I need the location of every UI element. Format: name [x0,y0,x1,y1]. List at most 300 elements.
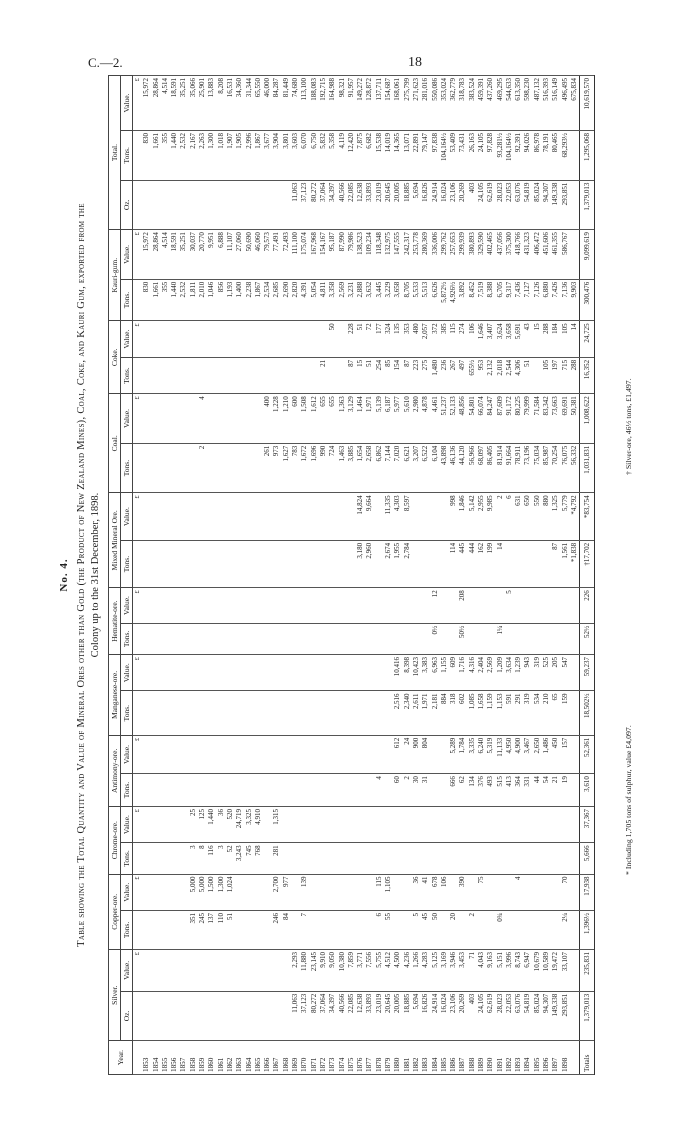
table-cell [198,950,207,992]
table-cell [375,588,384,623]
totals-row [580,76,595,1075]
table-cell [272,991,281,1041]
table-cell [189,774,198,807]
table-cell: 3,129 [347,394,356,444]
table-cell [282,735,291,773]
table-cell: 3,243 [235,843,244,874]
table-cell [217,623,226,654]
unit-cell [133,540,143,587]
table-cell [272,540,281,587]
table-cell: 2,534 [263,279,272,321]
table-row [403,76,412,1075]
year-cell: 1879 [384,1041,393,1075]
table-cell: 18,591 [170,76,179,131]
exports-table [108,75,595,1075]
table-cell: 134 [468,774,477,807]
column-subhead-10: Tons. [121,623,133,654]
table-cell: 154,167 [319,230,328,280]
table-cell [310,806,319,842]
table-cell: 79,986 [347,230,356,280]
table-cell [142,540,151,587]
table-cell: 94,307 [542,991,551,1041]
totals-cell: *83,754 [580,493,595,540]
table-cell [319,735,328,773]
table-cell: 1,486 [542,735,551,773]
table-cell: 1,654 [356,443,365,493]
table-cell: 5,533 [412,279,421,321]
table-cell [272,735,281,773]
table-cell [300,588,309,623]
column-group-3: Chrome-ore. [109,806,121,874]
table-cell: 1,480 [431,357,440,393]
table-cell: 27,060 [235,230,244,280]
footnote-silver-ore: † Silver-ore, 46½ tons, £1,497. [624,378,633,475]
table-cell: 246 [272,910,281,949]
table-row [235,76,244,1075]
table-cell [514,588,523,623]
table-cell: 3,624 [496,321,505,357]
table-cell: 37,123 [300,180,309,230]
rotated-table-page [58,75,648,1075]
table-cell: 2 [496,493,505,540]
table-cell: 493 [486,774,495,807]
table-cell: 15 [356,357,365,393]
table-cell: 2,611 [412,691,421,735]
column-subhead-14: Tons. [121,443,133,493]
table-cell [319,540,328,587]
table-row [440,76,449,1075]
table-cell: 11,063 [291,180,300,230]
table-cell: 6,070 [300,131,309,181]
table-cell [254,493,263,540]
unit-cell [133,843,143,874]
table-cell [161,843,170,874]
table-cell [375,843,384,874]
table-cell [412,806,421,842]
table-cell [161,774,170,807]
table-cell [347,910,356,949]
table-cell: 830 [142,279,151,321]
table-row [207,76,216,1075]
unit-cell: £ [133,655,143,691]
table-cell: 12 [431,588,440,623]
year-cell: 1889 [477,1041,486,1075]
table-cell: 2,690 [282,279,291,321]
table-cell [403,806,412,842]
table-cell: 480 [412,321,421,357]
table-cell [514,910,523,949]
table-cell [542,910,551,949]
table-cell: 20,005 [393,991,402,1041]
table-cell [328,874,337,910]
table-cell [217,991,226,1041]
page-number: 18 [408,55,422,70]
year-cell: 1897 [551,1041,560,1075]
unit-cell: £ [133,493,143,540]
year-cell: 1893 [514,1041,523,1075]
table-cell [347,588,356,623]
column-subhead-20: Oz. [121,180,133,230]
table-cell: 351 [189,910,198,949]
table-cell: 261 [263,443,272,493]
table-cell: 1,228 [272,394,281,444]
table-cell: 84,247 [486,394,495,444]
table-cell [310,540,319,587]
table-cell [272,655,281,691]
footnote-sulphur: * Including 1,705 tons of sulphur, value £4,097. [624,725,633,875]
table-cell: 23,145 [310,950,319,992]
table-cell: 3,658 [393,279,402,321]
table-cell: 364 [514,774,523,807]
table-cell: 6,750 [310,131,319,181]
table-cell: 147,555 [393,230,402,280]
table-cell: 783 [291,443,300,493]
table-cell: 3,325 [245,806,254,842]
table-cell: 2,960 [365,540,374,587]
table-cell [458,806,467,842]
table-cell: 1,159 [486,691,495,735]
table-cell [189,588,198,623]
table-cell [551,874,560,910]
table-cell: 71,584 [533,394,542,444]
table-cell [235,950,244,992]
table-cell [356,874,365,910]
column-subhead-22: Value. [121,76,133,131]
table-cell: 139 [300,874,309,910]
table-cell: 1,661 [152,279,161,321]
table-cell [523,588,532,623]
table-cell: 768 [254,843,263,874]
table-cell: 74,680 [291,76,300,131]
table-cell [310,774,319,807]
table-cell: 46,000 [263,76,272,131]
table-row [338,76,347,1075]
table-cell [254,394,263,444]
table-row [356,76,365,1075]
table-cell: 534 [533,691,542,735]
table-cell: 23,019 [375,180,384,230]
table-cell [496,843,505,874]
year-cell: 1878 [375,1041,384,1075]
table-cell: 3,358 [328,279,337,321]
table-cell: 35,251 [179,76,188,131]
column-subhead-0: Oz. [121,991,133,1041]
table-cell: 7 [300,910,309,949]
table-cell: 23,106 [449,180,458,230]
table-cell [384,843,393,874]
table-cell [356,910,365,949]
table-cell: 20,269 [458,180,467,230]
table-cell [170,443,179,493]
column-group-4: Antimony-ore. [109,735,121,806]
table-cell [235,623,244,654]
table-cell: 602 [458,691,467,735]
table-cell [226,991,235,1041]
table-cell [319,493,328,540]
table-cell [152,691,161,735]
table-cell [523,843,532,874]
table-cell: 4,461 [431,394,440,444]
table-cell: 79,999 [523,394,532,444]
table-cell [189,394,198,444]
table-cell: 197 [551,357,560,393]
table-cell [161,623,170,654]
table-cell: 2,996 [245,131,254,181]
table-cell: 4 [514,874,523,910]
table-cell [245,735,254,773]
table-cell: 65,550 [254,76,263,131]
table-cell: 520 [226,806,235,842]
table-cell [319,588,328,623]
table-cell [170,540,179,587]
table-cell: 413 [505,774,514,807]
table-cell [254,691,263,735]
table-cell [384,655,393,691]
table-cell [440,806,449,842]
table-cell: 168,061 [393,76,402,131]
table-cell [431,493,440,540]
table-cell: 2,238 [245,279,254,321]
table-cell [161,588,170,623]
table-cell: 631 [514,493,523,540]
table-cell: 162 [477,540,486,587]
table-cell [477,843,486,874]
table-cell: 80,272 [310,991,319,1041]
table-cell [365,806,374,842]
table-cell: 3,677 [263,131,272,181]
table-cell [310,493,319,540]
table-cell: 149,338 [551,180,560,230]
table-cell [347,623,356,654]
table-cell: 2,516 [393,691,402,735]
table-cell: 6,705 [496,279,505,321]
table-cell: 104,164½ [505,131,514,181]
table-cell: 18,885 [403,991,412,1041]
table-cell [179,806,188,842]
table-cell [245,874,254,910]
column-subhead-12: Tons. [121,540,133,587]
table-cell: 4,283 [421,950,430,992]
table-cell: 900 [412,735,421,773]
table-cell: 331 [523,774,532,807]
table-cell [384,691,393,735]
table-cell: 8,743 [514,950,523,992]
table-cell [207,691,216,735]
table-cell: 80,272 [310,180,319,230]
table-cell [421,806,430,842]
table-cell: 1,085 [468,691,477,735]
table-cell [486,806,495,842]
table-cell: 550 [533,493,542,540]
table-cell [523,623,532,654]
table-cell [291,691,300,735]
table-row [170,76,179,1075]
table-cell [170,806,179,842]
table-cell [170,910,179,949]
table-cell: 5,694 [412,180,421,230]
table-cell: 69,691 [561,394,570,444]
table-row [496,76,505,1075]
table-cell: 94,026 [523,131,532,181]
table-cell: 293,851 [561,180,570,230]
table-cell [207,443,216,493]
table-cell [189,357,198,393]
table-cell: 175,074 [300,230,309,280]
table-row [533,76,542,1075]
table-cell [235,180,244,230]
table-cell [570,910,580,949]
table-cell [347,843,356,874]
table-cell: 5,358 [328,131,337,181]
table-cell: 3,632 [365,279,374,321]
table-cell: 78,911 [514,443,523,493]
table-cell [347,874,356,910]
table-cell [263,655,272,691]
table-cell [152,950,161,992]
year-cell: 1862 [226,1041,235,1075]
table-cell [310,843,319,874]
table-cell: 3,904 [272,131,281,181]
table-cell: 461,355 [551,230,560,280]
table-cell: 30 [412,774,421,807]
table-cell: 16,024 [440,180,449,230]
table-cell: 9,317 [505,279,514,321]
table-cell: 15,538 [375,131,384,181]
table-cell [542,540,551,587]
year-cell: 1874 [338,1041,347,1075]
table-row [561,76,570,1075]
table-cell [189,540,198,587]
table-cell [254,357,263,393]
table-cell: 11,335 [384,493,393,540]
table-cell: 437,260 [486,76,495,131]
table-cell [421,588,430,623]
table-cell [431,540,440,587]
table-cell [152,655,161,691]
table-cell [152,321,161,357]
table-cell [486,623,495,654]
table-cell: 318 [449,691,458,735]
table-title-line-2: Colony up to the 31st December, 1898. [90,492,101,658]
table-cell [282,321,291,357]
totals-cell: 1,295,068 [580,131,595,181]
table-cell [207,357,216,393]
table-cell: 21 [551,774,560,807]
table-cell: 80,465 [551,131,560,181]
table-cell: 406,472 [533,230,542,280]
table-cell [468,588,477,623]
table-cell: 7,859 [347,950,356,992]
table-cell: 609 [449,655,458,691]
table-cell [496,806,505,842]
table-cell: 4,512 [384,950,393,992]
year-cell: 1885 [440,1041,449,1075]
table-cell: 1,955 [393,540,402,587]
table-cell [282,843,291,874]
table-cell: 3,180 [356,540,365,587]
table-cell: 7,127 [523,279,532,321]
table-cell [142,735,151,773]
table-cell: 4,811 [319,279,328,321]
table-cell [161,950,170,992]
table-cell [179,493,188,540]
table-cell: 1,440 [170,279,179,321]
table-cell: 6,626 [431,279,440,321]
table-cell: 6,522 [421,443,430,493]
table-cell: 385 [440,321,449,357]
table-row [328,76,337,1075]
table-cell: 299,939 [458,230,467,280]
table-cell [561,588,570,623]
table-cell [198,180,207,230]
table-cell: 8,452 [468,279,477,321]
table-cell: 45 [421,910,430,949]
table-cell [217,735,226,773]
table-cell: 6,963 [431,655,440,691]
table-cell [161,735,170,773]
table-cell: 598,230 [523,76,532,131]
table-cell: 1,846 [458,493,467,540]
table-cell [291,774,300,807]
table-cell: 516,149 [551,76,560,131]
table-cell: 666 [449,774,458,807]
totals-cell: 24,725 [580,321,595,357]
table-cell: 2,700 [272,874,281,910]
table-cell [403,874,412,910]
table-cell: 2,674 [384,540,393,587]
year-cell: 1856 [170,1041,179,1075]
table-cell [338,588,347,623]
table-cell: 62 [458,774,467,807]
table-cell [319,910,328,949]
table-cell [207,321,216,357]
unit-cell: £ [133,588,143,623]
table-cell: 804 [421,735,430,773]
table-cell [282,623,291,654]
table-cell: 12,638 [356,991,365,1041]
table-cell: 44,120 [458,443,467,493]
table-cell: 3,771 [356,950,365,992]
table-cell [235,540,244,587]
table-cell [245,991,254,1041]
table-cell: 135 [393,321,402,357]
table-cell: 2¼ [561,910,570,949]
table-cell: 72,493 [282,230,291,280]
column-subhead-17: Value. [121,321,133,357]
table-cell: 93,281½ [496,131,505,181]
table-cell [226,394,235,444]
table-cell: 5,872½ [440,279,449,321]
table-cell [365,691,374,735]
table-cell [207,180,216,230]
table-cell: 2,569 [338,279,347,321]
table-cell [254,588,263,623]
table-cell [142,180,151,230]
table-cell [161,394,170,444]
table-cell: 437,056 [496,230,505,280]
table-cell [393,910,402,949]
table-cell: 84,287 [272,76,281,131]
year-cell: 1854 [152,1041,161,1075]
table-cell [542,843,551,874]
table-cell [319,874,328,910]
table-cell: 2,980 [412,394,421,444]
table-cell [207,991,216,1041]
table-cell: 612 [393,735,402,773]
table-cell: 68,293½ [561,131,570,181]
table-cell: 2,340 [403,691,412,735]
table-cell: 1,508 [300,394,309,444]
